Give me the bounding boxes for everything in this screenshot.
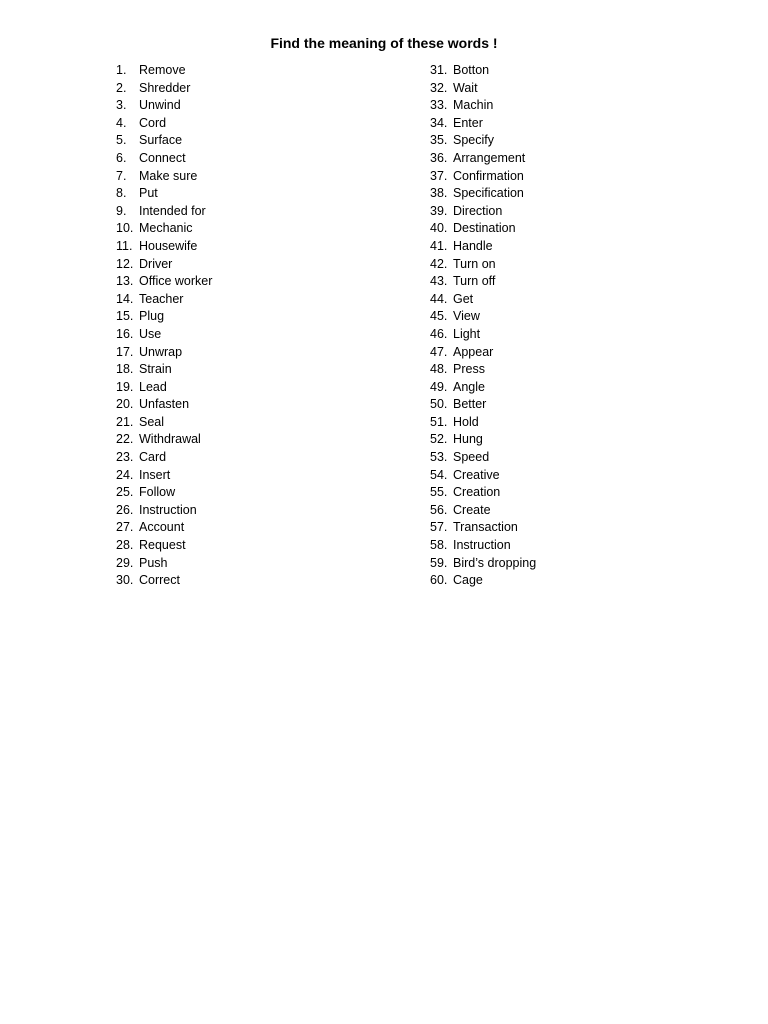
list-item [116, 220, 212, 238]
item-word: Withdrawal [139, 432, 201, 447]
item-word: Wait [453, 80, 478, 95]
list-item [430, 431, 536, 449]
item-word: Intended for [139, 203, 206, 218]
item-word: Hold [453, 414, 479, 429]
item-number: 17. [116, 344, 134, 359]
item-word: Creative [453, 467, 500, 482]
item-word: Make sure [139, 168, 198, 183]
list-item [116, 203, 212, 221]
item-word: Card [139, 450, 167, 465]
item-number: 6. [116, 150, 127, 165]
item-word: Instruction [139, 502, 197, 517]
item-number: 3. [116, 98, 127, 113]
item-number: 13. [116, 274, 134, 289]
list-item [116, 273, 212, 291]
item-word: Bird’s dropping [453, 555, 537, 570]
list-item [116, 115, 212, 133]
item-word: Seal [139, 414, 165, 429]
item-number: 37. [430, 168, 448, 183]
item-word: Create [453, 502, 491, 517]
item-number: 25. [116, 485, 134, 500]
item-number: 1. [116, 63, 127, 77]
item-number: 14. [116, 291, 134, 306]
item-number: 36. [430, 150, 448, 165]
item-word: Speed [453, 450, 490, 465]
item-number: 31. [430, 63, 448, 77]
item-word: Turn on [453, 256, 496, 271]
item-word: Cage [453, 573, 483, 588]
item-number: 41. [430, 238, 448, 253]
item-word: Press [453, 362, 485, 377]
item-word: Surface [139, 133, 183, 148]
list-item [116, 256, 212, 274]
item-number: 38. [430, 186, 448, 201]
item-word: View [453, 309, 480, 324]
item-word: Follow [139, 485, 176, 500]
list-item [116, 80, 212, 98]
list-item [430, 344, 536, 362]
list-item [430, 185, 536, 203]
item-number: 23. [116, 450, 134, 465]
item-word: Hung [453, 432, 483, 447]
list-item [116, 344, 212, 362]
word-list-right [430, 62, 536, 590]
item-word: Teacher [139, 291, 184, 306]
item-word: Instruction [453, 538, 511, 553]
item-number: 44. [430, 291, 448, 306]
list-item [116, 396, 212, 414]
list-item [430, 379, 536, 397]
item-word: Confirmation [453, 168, 524, 183]
item-number: 16. [116, 326, 134, 341]
list-item [430, 291, 536, 309]
item-number: 24. [116, 467, 134, 482]
list-item [430, 220, 536, 238]
item-word: Handle [453, 238, 493, 253]
list-item [116, 484, 212, 502]
item-word: Plug [139, 309, 165, 324]
item-number: 52. [430, 432, 448, 447]
item-number: 26. [116, 502, 134, 517]
list-item [430, 449, 536, 467]
item-word: Turn off [453, 274, 496, 289]
item-number: 43. [430, 274, 448, 289]
list-item [116, 62, 212, 80]
item-word: Angle [453, 379, 485, 394]
item-word: Request [139, 538, 186, 553]
list-item [430, 361, 536, 379]
item-number: 10. [116, 221, 134, 236]
item-word: Direction [453, 203, 503, 218]
list-item [430, 168, 536, 186]
item-word: Push [139, 555, 168, 570]
list-item [430, 273, 536, 291]
item-word: Enter [453, 115, 483, 130]
list-item [116, 467, 212, 485]
item-word: Strain [139, 362, 172, 377]
list-item [430, 396, 536, 414]
item-word: Specification [453, 186, 524, 201]
item-word: Better [453, 397, 487, 412]
list-item [116, 168, 212, 186]
item-number: 32. [430, 80, 448, 95]
list-item [116, 326, 212, 344]
list-item [116, 414, 212, 432]
item-number: 7. [116, 168, 127, 183]
item-number: 18. [116, 362, 134, 377]
item-number: 9. [116, 203, 127, 218]
item-number: 46. [430, 326, 448, 341]
page-title: Find the meaning of these words ! [270, 35, 498, 51]
item-number: 29. [116, 555, 134, 570]
list-item [116, 449, 212, 467]
item-word: Housewife [139, 238, 198, 253]
item-number: 4. [116, 115, 127, 130]
item-word: Machin [453, 98, 494, 113]
item-word: Insert [139, 467, 171, 482]
item-number: 50. [430, 397, 448, 412]
item-word: Specify [453, 133, 494, 148]
word-list-left [116, 62, 212, 590]
item-word: Shredder [139, 80, 191, 95]
item-word: Unwind [139, 98, 181, 113]
list-item [116, 431, 212, 449]
item-number: 35. [430, 133, 448, 148]
item-word: Driver [139, 256, 173, 271]
list-item [430, 326, 536, 344]
item-word: Unfasten [139, 397, 190, 412]
item-number: 30. [116, 573, 134, 588]
item-word: Mechanic [139, 221, 193, 236]
list-item [116, 361, 212, 379]
item-number: 2. [116, 80, 127, 95]
item-word: Arrangement [453, 150, 526, 165]
list-item [430, 414, 536, 432]
item-word: Put [139, 186, 158, 201]
list-item [116, 502, 212, 520]
item-word: Unwrap [139, 344, 183, 359]
item-word: Botton [453, 63, 490, 77]
item-word: Get [453, 291, 474, 306]
list-item [116, 572, 212, 590]
item-word: Light [453, 326, 481, 341]
list-item [430, 572, 536, 590]
list-item [430, 203, 536, 221]
item-word: Connect [139, 150, 186, 165]
item-number: 48. [430, 362, 448, 377]
item-word: Appear [453, 344, 494, 359]
list-item [116, 185, 212, 203]
list-item [430, 238, 536, 256]
item-word: Creation [453, 485, 501, 500]
list-item [430, 555, 536, 573]
list-item [116, 150, 212, 168]
list-item [430, 132, 536, 150]
item-number: 34. [430, 115, 448, 130]
list-item [116, 537, 212, 555]
item-number: 11. [116, 238, 133, 253]
list-item [116, 291, 212, 309]
list-item [116, 555, 212, 573]
item-number: 40. [430, 221, 448, 236]
list-item [430, 80, 536, 98]
item-number: 12. [116, 256, 134, 271]
list-item [116, 132, 212, 150]
item-number: 42. [430, 256, 448, 271]
item-number: 60. [430, 573, 448, 588]
list-item [430, 467, 536, 485]
list-item [116, 379, 212, 397]
list-item [116, 308, 212, 326]
item-word: Account [139, 520, 185, 535]
item-word: Remove [139, 63, 186, 77]
item-number: 53. [430, 450, 448, 465]
list-item [116, 97, 212, 115]
list-item [116, 519, 212, 537]
item-word: Use [139, 326, 162, 341]
item-number: 45. [430, 309, 448, 324]
item-number: 55. [430, 485, 448, 500]
item-number: 54. [430, 467, 448, 482]
item-number: 15. [116, 309, 134, 324]
item-number: 19. [116, 379, 134, 394]
item-number: 58. [430, 538, 448, 553]
item-number: 51. [430, 414, 448, 429]
item-word: Lead [139, 379, 167, 394]
item-number: 20. [116, 397, 134, 412]
item-number: 39. [430, 203, 448, 218]
item-number: 33. [430, 98, 448, 113]
list-item [430, 537, 536, 555]
list-item [430, 484, 536, 502]
item-word: Office worker [139, 274, 213, 289]
list-item [430, 308, 536, 326]
item-number: 47. [430, 344, 448, 359]
item-number: 56. [430, 502, 448, 517]
item-word: Transaction [453, 520, 518, 535]
item-number: 5. [116, 133, 127, 148]
item-word: Correct [139, 573, 180, 588]
item-number: 28. [116, 538, 134, 553]
item-number: 27. [116, 520, 134, 535]
list-item [430, 519, 536, 537]
item-word: Cord [139, 115, 167, 130]
item-number: 22. [116, 432, 134, 447]
list-item [430, 97, 536, 115]
list-item [430, 502, 536, 520]
list-item [430, 150, 536, 168]
item-number: 8. [116, 186, 127, 201]
list-item [430, 115, 536, 133]
list-item [116, 238, 212, 256]
list-item [430, 256, 536, 274]
item-number: 59. [430, 555, 448, 570]
item-number: 49. [430, 379, 448, 394]
item-word: Destination [453, 221, 516, 236]
item-number: 57. [430, 520, 448, 535]
item-number: 21. [116, 414, 134, 429]
list-item [430, 62, 536, 80]
